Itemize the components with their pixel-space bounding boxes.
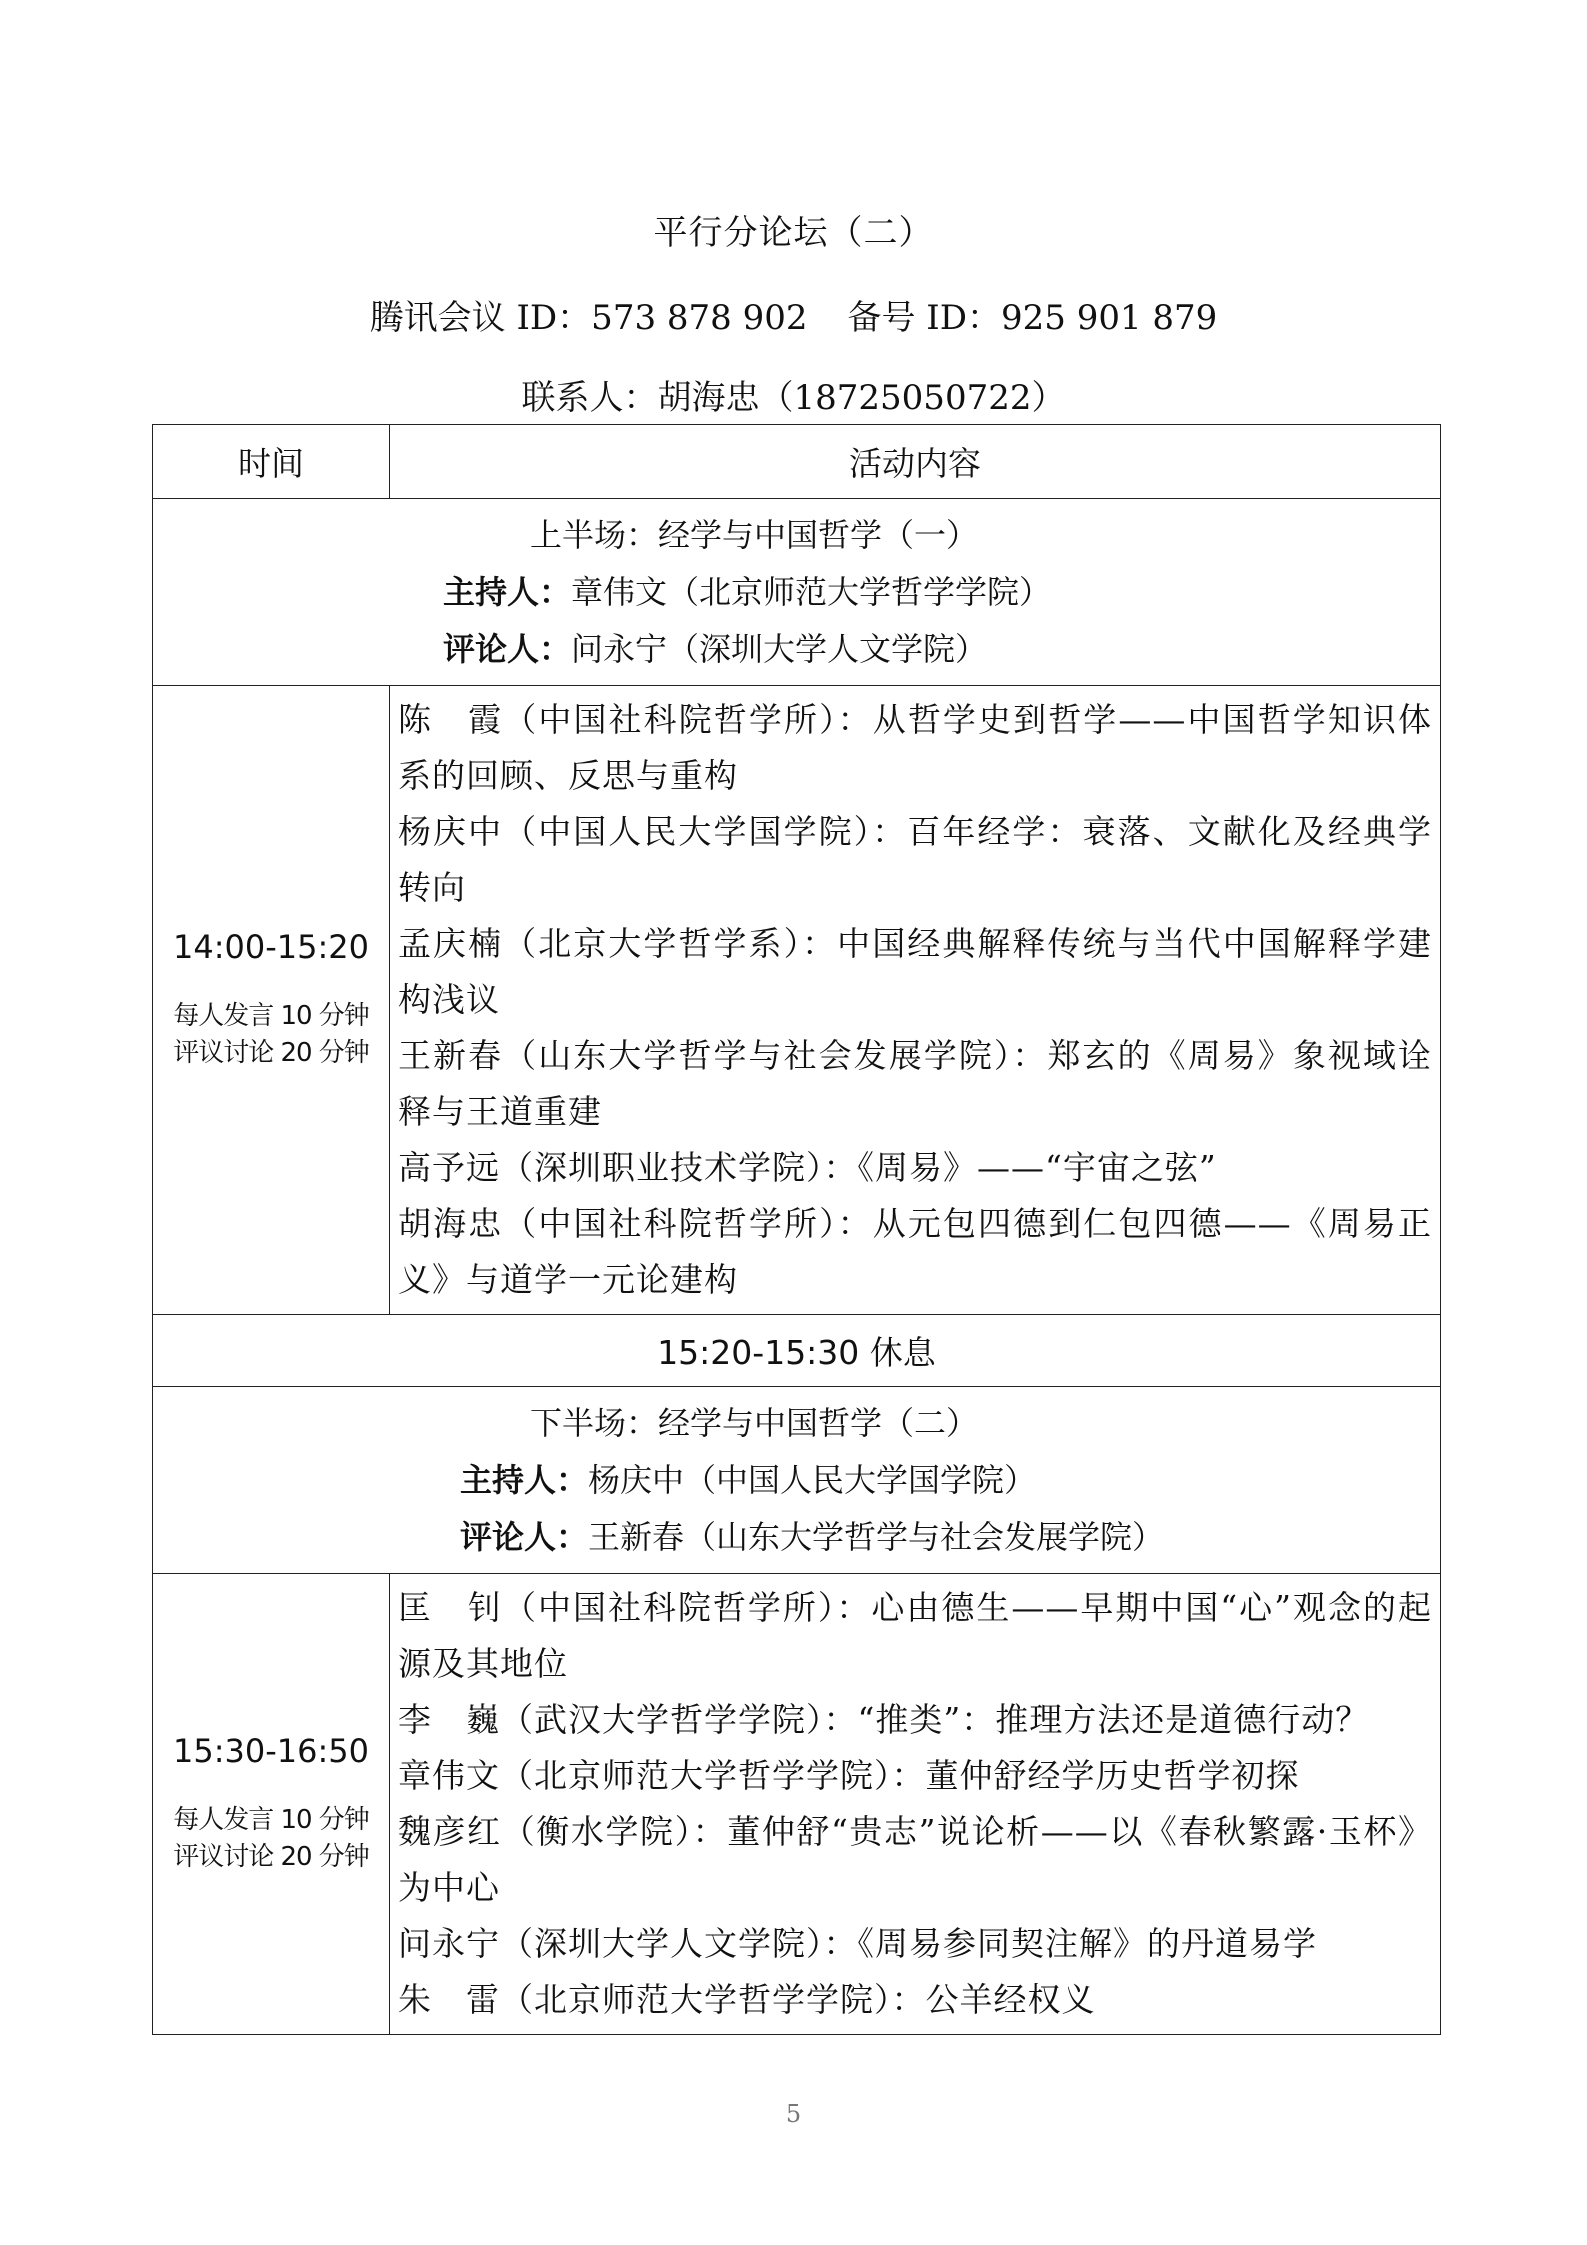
table-header-row	[153, 425, 1441, 499]
session2-host	[153, 1452, 1440, 1509]
session2-time-cell	[153, 1574, 390, 2035]
talk-item: 高予远（深圳职业技术学院）：《周易》——“宇宙之弦”	[398, 1148, 1217, 1187]
session1-time-cell	[153, 686, 390, 1315]
contact-line: 联系人：胡海忠（18725050722）	[521, 378, 1066, 418]
talk-item: 胡海忠（中国社科院哲学所）：从元包四德到仁包四德——《周易正义》与道学一元论建构	[398, 1204, 1432, 1299]
session1-talks-row	[153, 686, 1441, 1315]
page-title: 平行分论坛（二）	[653, 213, 934, 253]
break-row	[153, 1315, 1441, 1387]
talk-item: 杨庆中（中国人民大学国学院）：百年经学：衰落、文献化及经典学转向	[398, 812, 1432, 907]
session2-critic	[153, 1509, 1440, 1566]
session1-time: 14:00-15:20	[173, 928, 369, 966]
session2-talks-row	[153, 1574, 1441, 2035]
talk-item: 孟庆楠（北京大学哲学系）：中国经典解释传统与当代中国解释学建构浅议	[398, 924, 1432, 1019]
critic-label: 评论人：	[460, 1517, 589, 1556]
schedule-table	[152, 424, 1441, 2035]
header-time: 时间	[153, 425, 390, 499]
critic-name: 王新春（山东大学哲学与社会发展学院）	[588, 1517, 1165, 1556]
page-number: 5	[785, 2100, 802, 2128]
host-label: 主持人：	[460, 1460, 589, 1499]
host-name: 章伟文（北京师范大学哲学学院）	[571, 572, 1052, 611]
meeting-id: 腾讯会议 ID：573 878 902	[369, 298, 808, 338]
session2-note-speech: 每人发言 10 分钟	[173, 1805, 369, 1835]
session1-header-row	[153, 499, 1441, 686]
talk-item: 魏彦红（衡水学院）：董仲舒“贵志”说论析——以《春秋繁露·玉杯》为中心	[398, 1812, 1432, 1907]
session1-talks	[390, 686, 1441, 1315]
session1-title: 上半场：经学与中国哲学（一）	[530, 515, 979, 554]
session2-note-discussion: 评议讨论 20 分钟	[173, 1842, 369, 1872]
session1-host	[153, 564, 1440, 621]
session2-talks	[390, 1574, 1441, 2035]
session2-title: 下半场：经学与中国哲学（二）	[530, 1403, 979, 1442]
session2-info	[153, 1387, 1441, 1574]
session1-note-discussion: 评议讨论 20 分钟	[173, 1038, 369, 1068]
talk-item: 李 巍（武汉大学哲学学院）：“推类”：推理方法还是道德行动？	[398, 1700, 1370, 1739]
session1-critic	[153, 621, 1440, 678]
talk-item: 朱 雷（北京师范大学哲学学院）：公羊经权义	[398, 1980, 1096, 2019]
session2-time: 15:30-16:50	[173, 1732, 369, 1770]
break-cell: 15:20-15:30 休息	[153, 1315, 1441, 1387]
meeting-id-line	[0, 290, 1587, 339]
talk-item: 陈 霞（中国社科院哲学所）：从哲学史到哲学——中国哲学知识体系的回顾、反思与重构	[398, 700, 1432, 795]
critic-label: 评论人：	[443, 629, 572, 668]
host-label: 主持人：	[443, 572, 572, 611]
session1-info	[153, 499, 1441, 686]
host-name: 杨庆中（中国人民大学国学院）	[588, 1460, 1037, 1499]
talk-item: 问永宁（深圳大学人文学院）：《周易参同契注解》的丹道易学	[398, 1924, 1317, 1963]
talk-item: 匡 钊（中国社科院哲学所）：心由德生——早期中国“心”观念的起源及其地位	[398, 1588, 1432, 1683]
session2-header-row	[153, 1387, 1441, 1574]
header-content: 活动内容	[390, 425, 1441, 499]
backup-meeting-id: 备号 ID：925 901 879	[847, 298, 1218, 338]
session1-note-speech: 每人发言 10 分钟	[173, 1001, 369, 1031]
talk-item: 王新春（山东大学哲学与社会发展学院）：郑玄的《周易》象视域诠释与王道重建	[398, 1036, 1432, 1131]
talk-item: 章伟文（北京师范大学哲学学院）：董仲舒经学历史哲学初探	[398, 1756, 1300, 1795]
critic-name: 问永宁（深圳大学人文学院）	[571, 629, 988, 668]
